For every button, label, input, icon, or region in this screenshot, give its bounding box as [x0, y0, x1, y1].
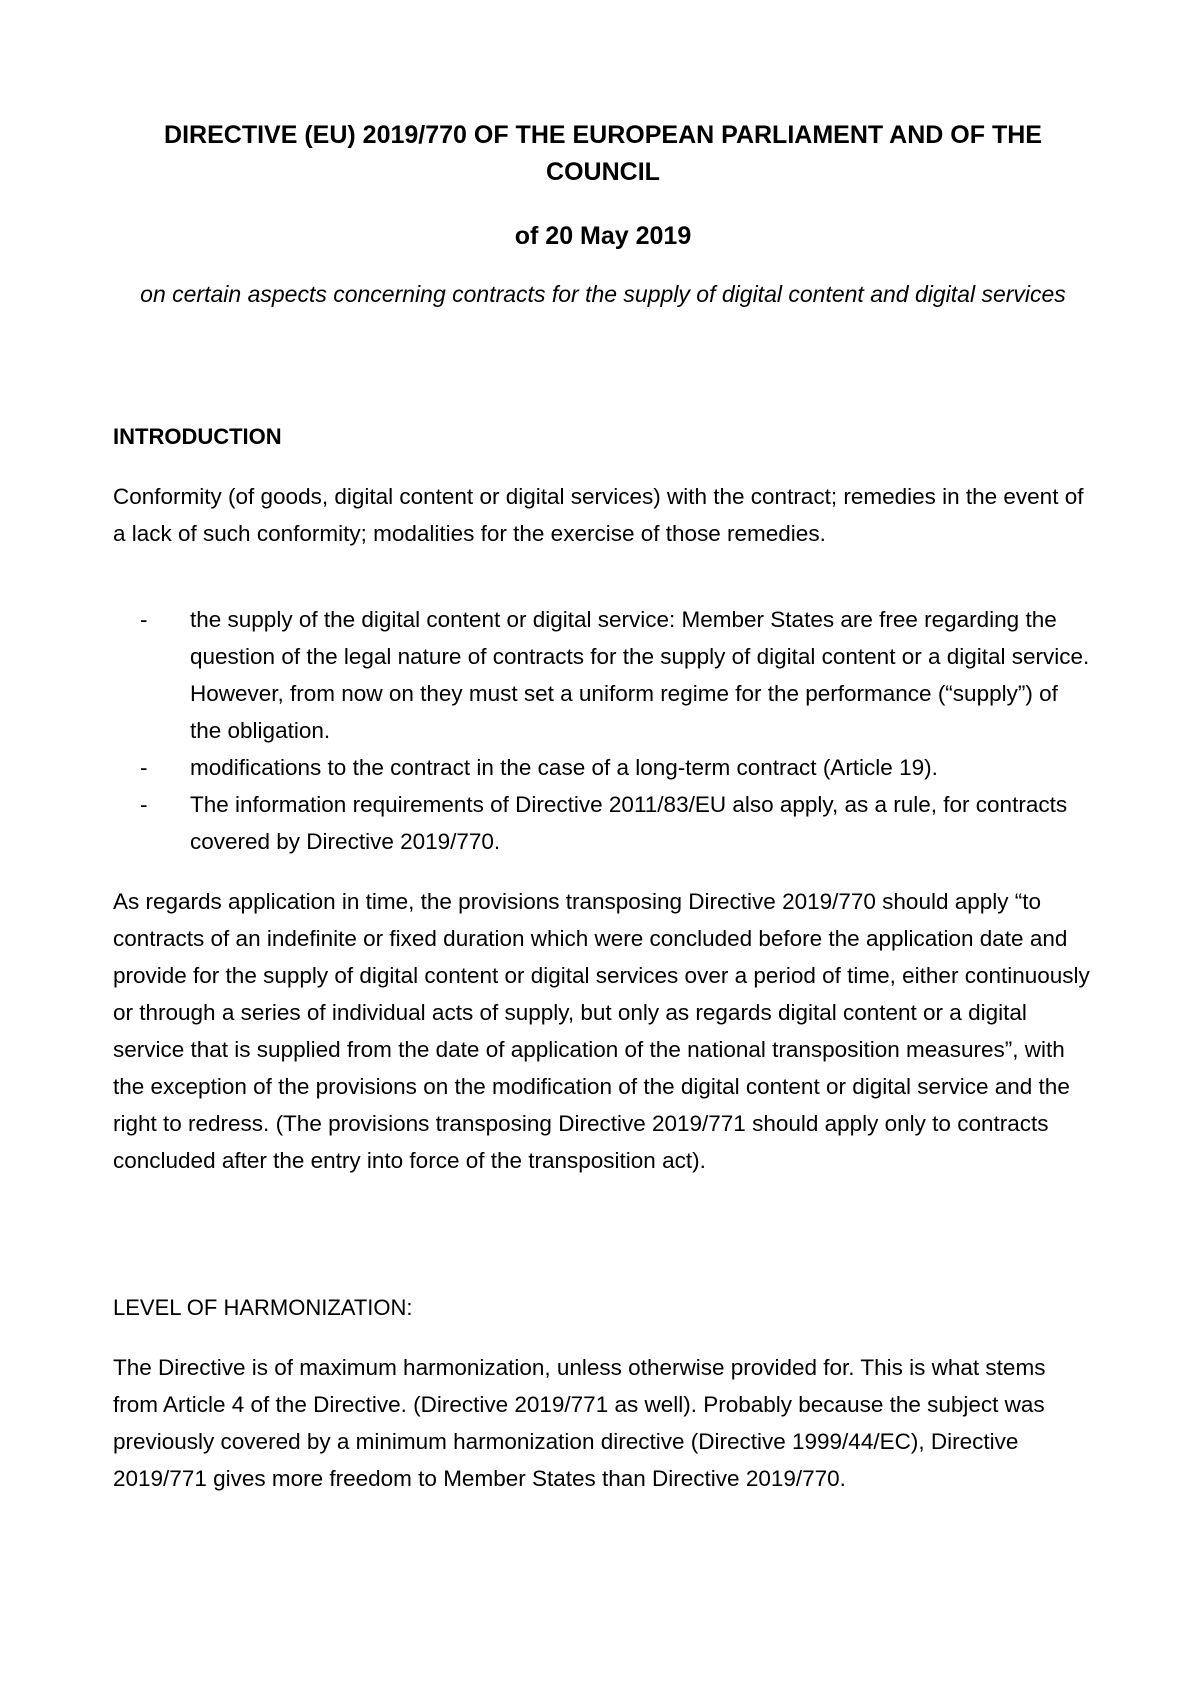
document-subtitle: on certain aspects concerning contracts for the supply of digital content and digital services — [140, 281, 1066, 307]
bullet-marker: - — [140, 792, 148, 817]
document-title: DIRECTIVE (EU) 2019/770 OF THE EUROPEAN PARLIAMENT AND OF THE COUNCIL — [164, 121, 1042, 186]
introduction-heading: INTRODUCTION — [113, 424, 282, 449]
bullet-text: The information requirements of Directive 2011/83/EU also apply, as a rule, for contracts covered by Directive 2019/770. — [190, 792, 1068, 854]
bullet-marker: - — [140, 607, 148, 632]
application-paragraph: As regards application in time, the provisions transposing Directive 2019/770 should apply “to contracts of an indefinite or fixed duration which were concluded before the application date and provide for the supply of digital content or digital services over a period of time, either continuously or through a series of individual acts of supply, but only as regards digital content or a digital service that is supplied from the date of application of the national transposition measures”, with the exception of the provisions on the modification of the digital content or digital service and the right to redress. (The provisions transposing Directive 2019/771 should apply only to contracts concluded after the entry into force of the transposition act). — [113, 889, 1090, 1173]
introduction-bullet-list — [113, 601, 1093, 860]
bullet-text: the supply of the digital content or digital service: Member States are free regarding the question of the legal nature of contracts for the supply of digital content or a digital service. However, from now on they must set a uniform regime for the performance (“supply”) of the obligation. — [190, 607, 1090, 743]
bullet-item — [113, 786, 1093, 860]
bullet-item — [113, 601, 1093, 749]
bullet-item — [113, 749, 1093, 786]
bullet-marker: - — [140, 755, 148, 780]
harmonization-paragraph: The Directive is of maximum harmonization, unless otherwise provided for. This is what stems from Article 4 of the Directive. (Directive 2019/771 as well). Probably because the subject was previously covered by a minimum harmonization directive (Directive 1999/44/EC), Directive 2019/771 gives more freedom to Member States than Directive 2019/770. — [113, 1355, 1046, 1491]
harmonization-heading: LEVEL OF HARMONIZATION: — [113, 1295, 413, 1320]
introduction-paragraph: Conformity (of goods, digital content or digital services) with the contract; remedies in the event of a lack of such conformity; modalities for the exercise of those remedies. — [113, 484, 1084, 546]
bullet-text: modifications to the contract in the case of a long-term contract (Article 19). — [190, 755, 938, 780]
document-date: of 20 May 2019 — [514, 222, 692, 250]
